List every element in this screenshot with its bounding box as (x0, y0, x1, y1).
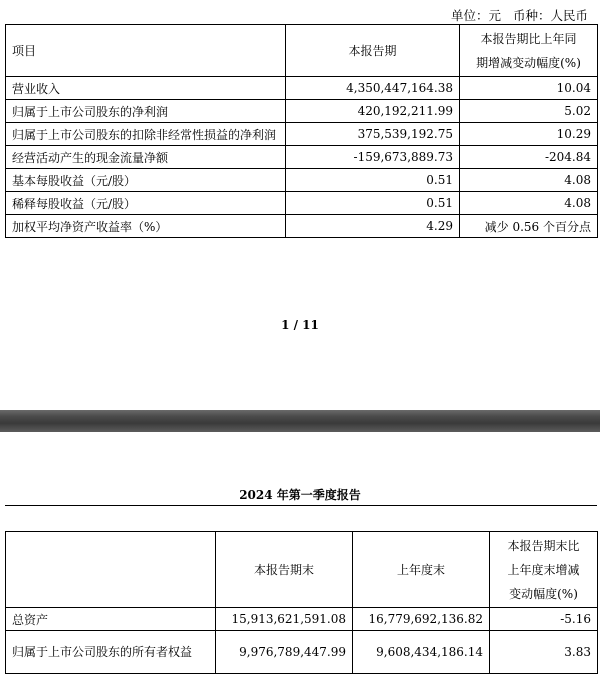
row-item: 基本每股收益（元/股） (6, 169, 286, 192)
header-change (490, 532, 598, 608)
row-change: -5.16 (490, 608, 598, 631)
row-item: 归属于上市公司股东的净利润 (6, 100, 286, 123)
row-current: 0.51 (286, 192, 460, 215)
table-row (6, 192, 598, 215)
row-item: 归属于上市公司股东的扣除非经常性损益的净利润 (6, 123, 286, 146)
page-break-divider (0, 410, 600, 432)
row-change: 10.04 (460, 77, 598, 100)
row-item: 经营活动产生的现金流量净额 (6, 146, 286, 169)
page-number: 1 / 11 (281, 318, 319, 332)
table-row (6, 146, 598, 169)
header-change-line1: 本报告期比上年同 (480, 31, 577, 46)
table-row (6, 100, 598, 123)
row-current: 0.51 (286, 169, 460, 192)
row-item: 加权平均净资产收益率（%） (6, 215, 286, 238)
header-item (6, 532, 216, 608)
row-period-end: 15,913,621,591.08 (216, 608, 353, 631)
row-last-year-end: 9,608,434,186.14 (353, 631, 490, 674)
balance-data-table (5, 531, 598, 674)
row-item: 稀释每股收益（元/股） (6, 192, 286, 215)
header-last-year-end: 上年度末 (353, 532, 490, 608)
table-row (6, 608, 598, 631)
header-change-line3: 变动幅度(%) (509, 586, 578, 601)
row-current: 4,350,447,164.38 (286, 77, 460, 100)
row-current: -159,673,889.73 (286, 146, 460, 169)
row-current: 375,539,192.75 (286, 123, 460, 146)
table-row (6, 631, 598, 674)
row-current: 420,192,211.99 (286, 100, 460, 123)
table-row (6, 77, 598, 100)
header-change-line2: 上年度末增减 (507, 562, 580, 577)
row-change: 10.29 (460, 123, 598, 146)
unit-label: 单位：元 (450, 8, 501, 23)
row-change: -204.84 (460, 146, 598, 169)
row-change: 3.83 (490, 631, 598, 674)
title-rule (5, 505, 597, 506)
table-row (6, 123, 598, 146)
key-financial-data-table (5, 24, 598, 238)
row-change: 减少 0.56 个百分点 (460, 215, 598, 238)
row-change: 4.08 (460, 169, 598, 192)
table-header-row (6, 532, 598, 608)
currency-label: 币种：人民币 (512, 8, 588, 23)
row-item: 总资产 (6, 608, 216, 631)
header-change-line2: 期增减变动幅度(%) (476, 55, 581, 70)
row-last-year-end: 16,779,692,136.82 (353, 608, 490, 631)
row-period-end: 9,976,789,447.99 (216, 631, 353, 674)
report-title: 2024 年第一季度报告 (239, 488, 361, 502)
row-change: 4.08 (460, 192, 598, 215)
header-period-end: 本报告期末 (216, 532, 353, 608)
header-item: 项目 (6, 25, 286, 77)
table-row (6, 169, 598, 192)
row-item: 归属于上市公司股东的所有者权益 (6, 631, 216, 674)
table-row (6, 215, 598, 238)
unit-currency-line (451, 6, 588, 24)
header-current-period: 本报告期 (286, 25, 460, 77)
row-current: 4.29 (286, 215, 460, 238)
header-change-line1: 本报告期末比 (507, 538, 580, 553)
header-change (460, 25, 598, 77)
table-header-row (6, 25, 598, 77)
row-item: 营业收入 (6, 77, 286, 100)
row-change: 5.02 (460, 100, 598, 123)
